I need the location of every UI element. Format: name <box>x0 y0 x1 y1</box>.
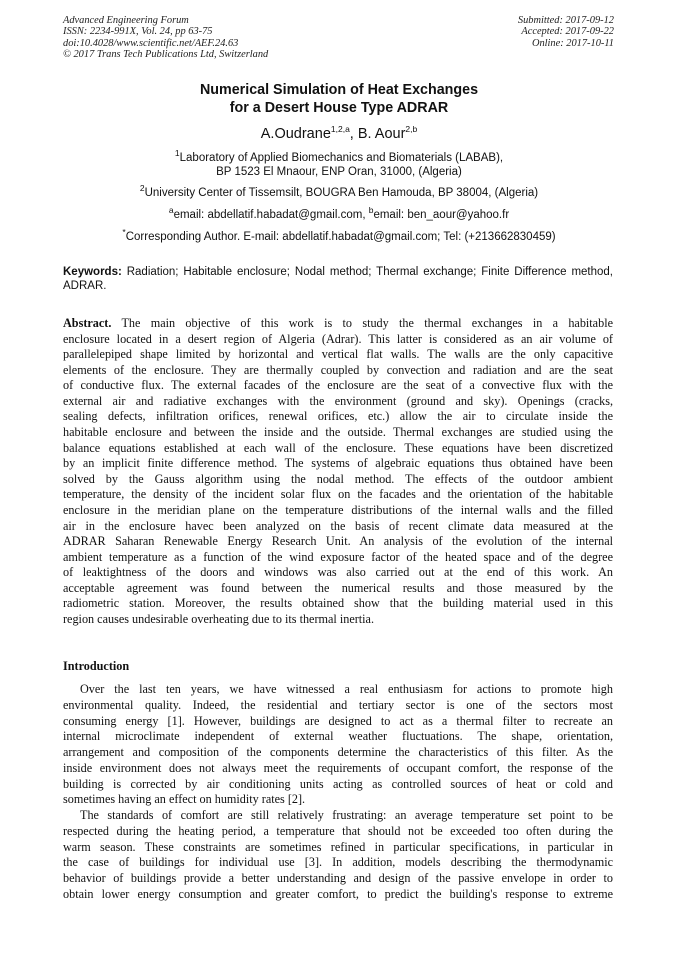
affiliation-1-marker: 1 <box>174 148 180 159</box>
abstract-line: acceptable agreement was found between the numerical results and those measured by the <box>63 580 613 595</box>
affiliation-1 <box>0 148 678 179</box>
abstract-line: ADRAR Saharan Renewable Energy Research Unit. An analysis of the evolution of the internal <box>63 534 613 549</box>
abstract-label: Abstract. <box>63 316 112 330</box>
submission-dates <box>518 15 614 49</box>
affiliation-1-line-1: Laboratory of Applied Biomechanics and Biomaterials (LABAB), <box>179 152 504 164</box>
paragraph-line: warm season. These constraints are sometimes refined in particular specifications, in particular in <box>63 839 613 854</box>
intro-paragraph-1 <box>63 682 613 808</box>
paper-title <box>0 81 678 117</box>
paragraph-line: building is corrected by air conditioning units acting as controlled sources of heat or cold and <box>63 776 613 791</box>
affiliation-2-text: University Center of Tissemsilt, BOUGRA Ben Hamouda, BP 38004, (Algeria) <box>144 187 539 199</box>
title-line-2: for a Desert House Type ADRAR <box>229 100 449 116</box>
email-b: email: ben_aour@yahoo.fr <box>373 209 510 221</box>
email-a-marker: a <box>168 205 174 216</box>
online-date: Online: 2017-10-11 <box>531 37 614 49</box>
author-1: A.Oudrane <box>260 126 331 142</box>
section-heading-introduction: Introduction <box>63 659 130 673</box>
author-separator: , <box>349 126 358 142</box>
keywords-label: Keywords: <box>63 266 122 278</box>
abstract-line: The main objective of this work is to study the thermal exchanges in a habitable <box>111 316 613 330</box>
paragraph-line: inside environment does not always meet the requirements of occupant comfort, the response of the <box>63 760 613 775</box>
paragraph-line: consuming energy [1]. However, buildings are designed to act as a thermal filter to recreate an <box>63 713 613 728</box>
affiliation-2 <box>0 183 678 200</box>
paragraph-line: internal microclimate independent of external weather fluctuations. The shape, orientation, <box>63 729 613 744</box>
abstract-line: temperature, the density of the incident solar flux on the facades and the orientation of the habitable <box>63 487 613 502</box>
email-line <box>0 205 678 222</box>
abstract-line: of leaktightness of the doors and windows was also carried out at the end of this work. An <box>63 565 613 580</box>
email-a: email: abdellatif.habadat@gmail.com, <box>173 209 369 221</box>
abstract-line: elements of the enclosure. They are thermally coupled by convection and radiation and are the seat <box>63 362 613 377</box>
abstract-line: ambient temperature as a function of the wind exposure factor of the heated space and of the degree <box>63 549 613 564</box>
abstract-line: by an implicit finite difference method. The systems of algebraic equations thus obtained have been <box>63 456 613 471</box>
abstract-line: sealing defects, infiltration orifices, renewal orifices, etc.) allow the air to circulate inside the <box>63 409 613 424</box>
journal-name: Advanced Engineering Forum <box>63 15 189 26</box>
corresponding-author <box>0 227 678 244</box>
abstract-line: enclosure in the meridian plane on the temperature distributions of the internal walls and the filled <box>63 502 613 517</box>
author-2: B. Aour <box>357 126 406 142</box>
paragraph-line: environmental quality. Indeed, the residential and tertiary sector is one of the sectors most <box>63 697 613 712</box>
abstract-line: parallelepiped shape limited by horizontal and vertical flat walls. The walls are the only capacitive <box>63 347 613 362</box>
abstract-line: of conductive flux. The external facades of the enclosure are the seat of a convective flux with the <box>63 378 613 393</box>
author-2-affil: 2,b <box>405 124 418 135</box>
intro-paragraph-2 <box>63 808 613 903</box>
paragraph-line: Over the last ten years, we have witnessed a real enthusiasm for actions to promote high <box>80 682 613 696</box>
submitted-date: Submitted: 2017-09-12 <box>517 15 614 26</box>
affiliation-1-line-2: BP 1523 El Mnaour, ENP Oran, 31000, (Algeria) <box>216 166 462 178</box>
journal-info <box>63 15 268 61</box>
paragraph-line: the case of buildings for individual use [3]. In addition, models describing the thermodynamic <box>63 855 613 870</box>
paragraph-line: obtain lower energy consumption and greater comfort, to predict the building's response to extreme <box>63 886 613 901</box>
doi-line: doi:10.4028/www.scientific.net/AEF.24.63 <box>63 37 239 49</box>
issn-line: ISSN: 2234-991X, Vol. 24, pp 63-75 <box>63 26 213 38</box>
keywords-text: Radiation; Habitable enclosure; Nodal method; Thermal exchange; Finite Difference method, ADRAR. <box>63 266 613 292</box>
copyright-line: © 2017 Trans Tech Publications Ltd, Switzerland <box>63 49 269 61</box>
abstract-line: air in the enclosure havec been analyzed on the basis of recent climate data measured at the <box>63 518 613 533</box>
paragraph-line: sometimes having an effect on humidity rates [2]. <box>63 792 306 807</box>
paragraph-line: The standards of comfort are still relatively frustrating: an average temperature set point to be <box>80 808 613 822</box>
paragraph-line: respected during the heating period, a temperature that should not be exceeded too often during the <box>63 823 613 838</box>
corresponding-marker: * <box>122 227 126 238</box>
affiliation-2-marker: 2 <box>139 183 145 194</box>
author-1-affil: 1,2,a <box>330 124 350 135</box>
title-line-1: Numerical Simulation of Heat Exchanges <box>199 82 479 98</box>
abstract-line: habitable enclosure and between the inside and the outside. Thermal exchanges are studied using the <box>63 425 613 440</box>
email-b-marker: b <box>368 205 374 216</box>
abstract-line: external air and radiative exchanges with the environment (ground and sky). Openings (cracks, <box>63 393 613 408</box>
abstract-line: solved by the Gauss algorithm using the nodal method. The effects of the outdoor ambient <box>63 471 613 486</box>
abstract-line: balance equations established at each wall of the enclosure. These equations have been discretized <box>63 440 613 455</box>
abstract-line: region causes undesirable overheating due to its thermal inertia. <box>63 611 375 626</box>
corresponding-text: Corresponding Author. E-mail: abdellatif.habadat@gmail.com; Tel: (+213662830459) <box>125 231 556 243</box>
abstract <box>63 316 613 628</box>
accepted-date: Accepted: 2017-09-22 <box>521 26 614 38</box>
abstract-line: enclosure located in a desert region of Algeria (Adrar). This latter is considered as an air volume of <box>63 331 613 346</box>
keywords <box>63 265 613 293</box>
paragraph-line: behavior of buildings provide a better understanding and design of the passive envelope in order to <box>63 871 613 885</box>
abstract-line: radiometric station. Moreover, the results obtained show that the building material used in this <box>63 596 613 611</box>
paragraph-line: arrangement and composition of the components determine the characteristics of this filter. As the <box>63 745 613 759</box>
author-list <box>0 126 678 142</box>
